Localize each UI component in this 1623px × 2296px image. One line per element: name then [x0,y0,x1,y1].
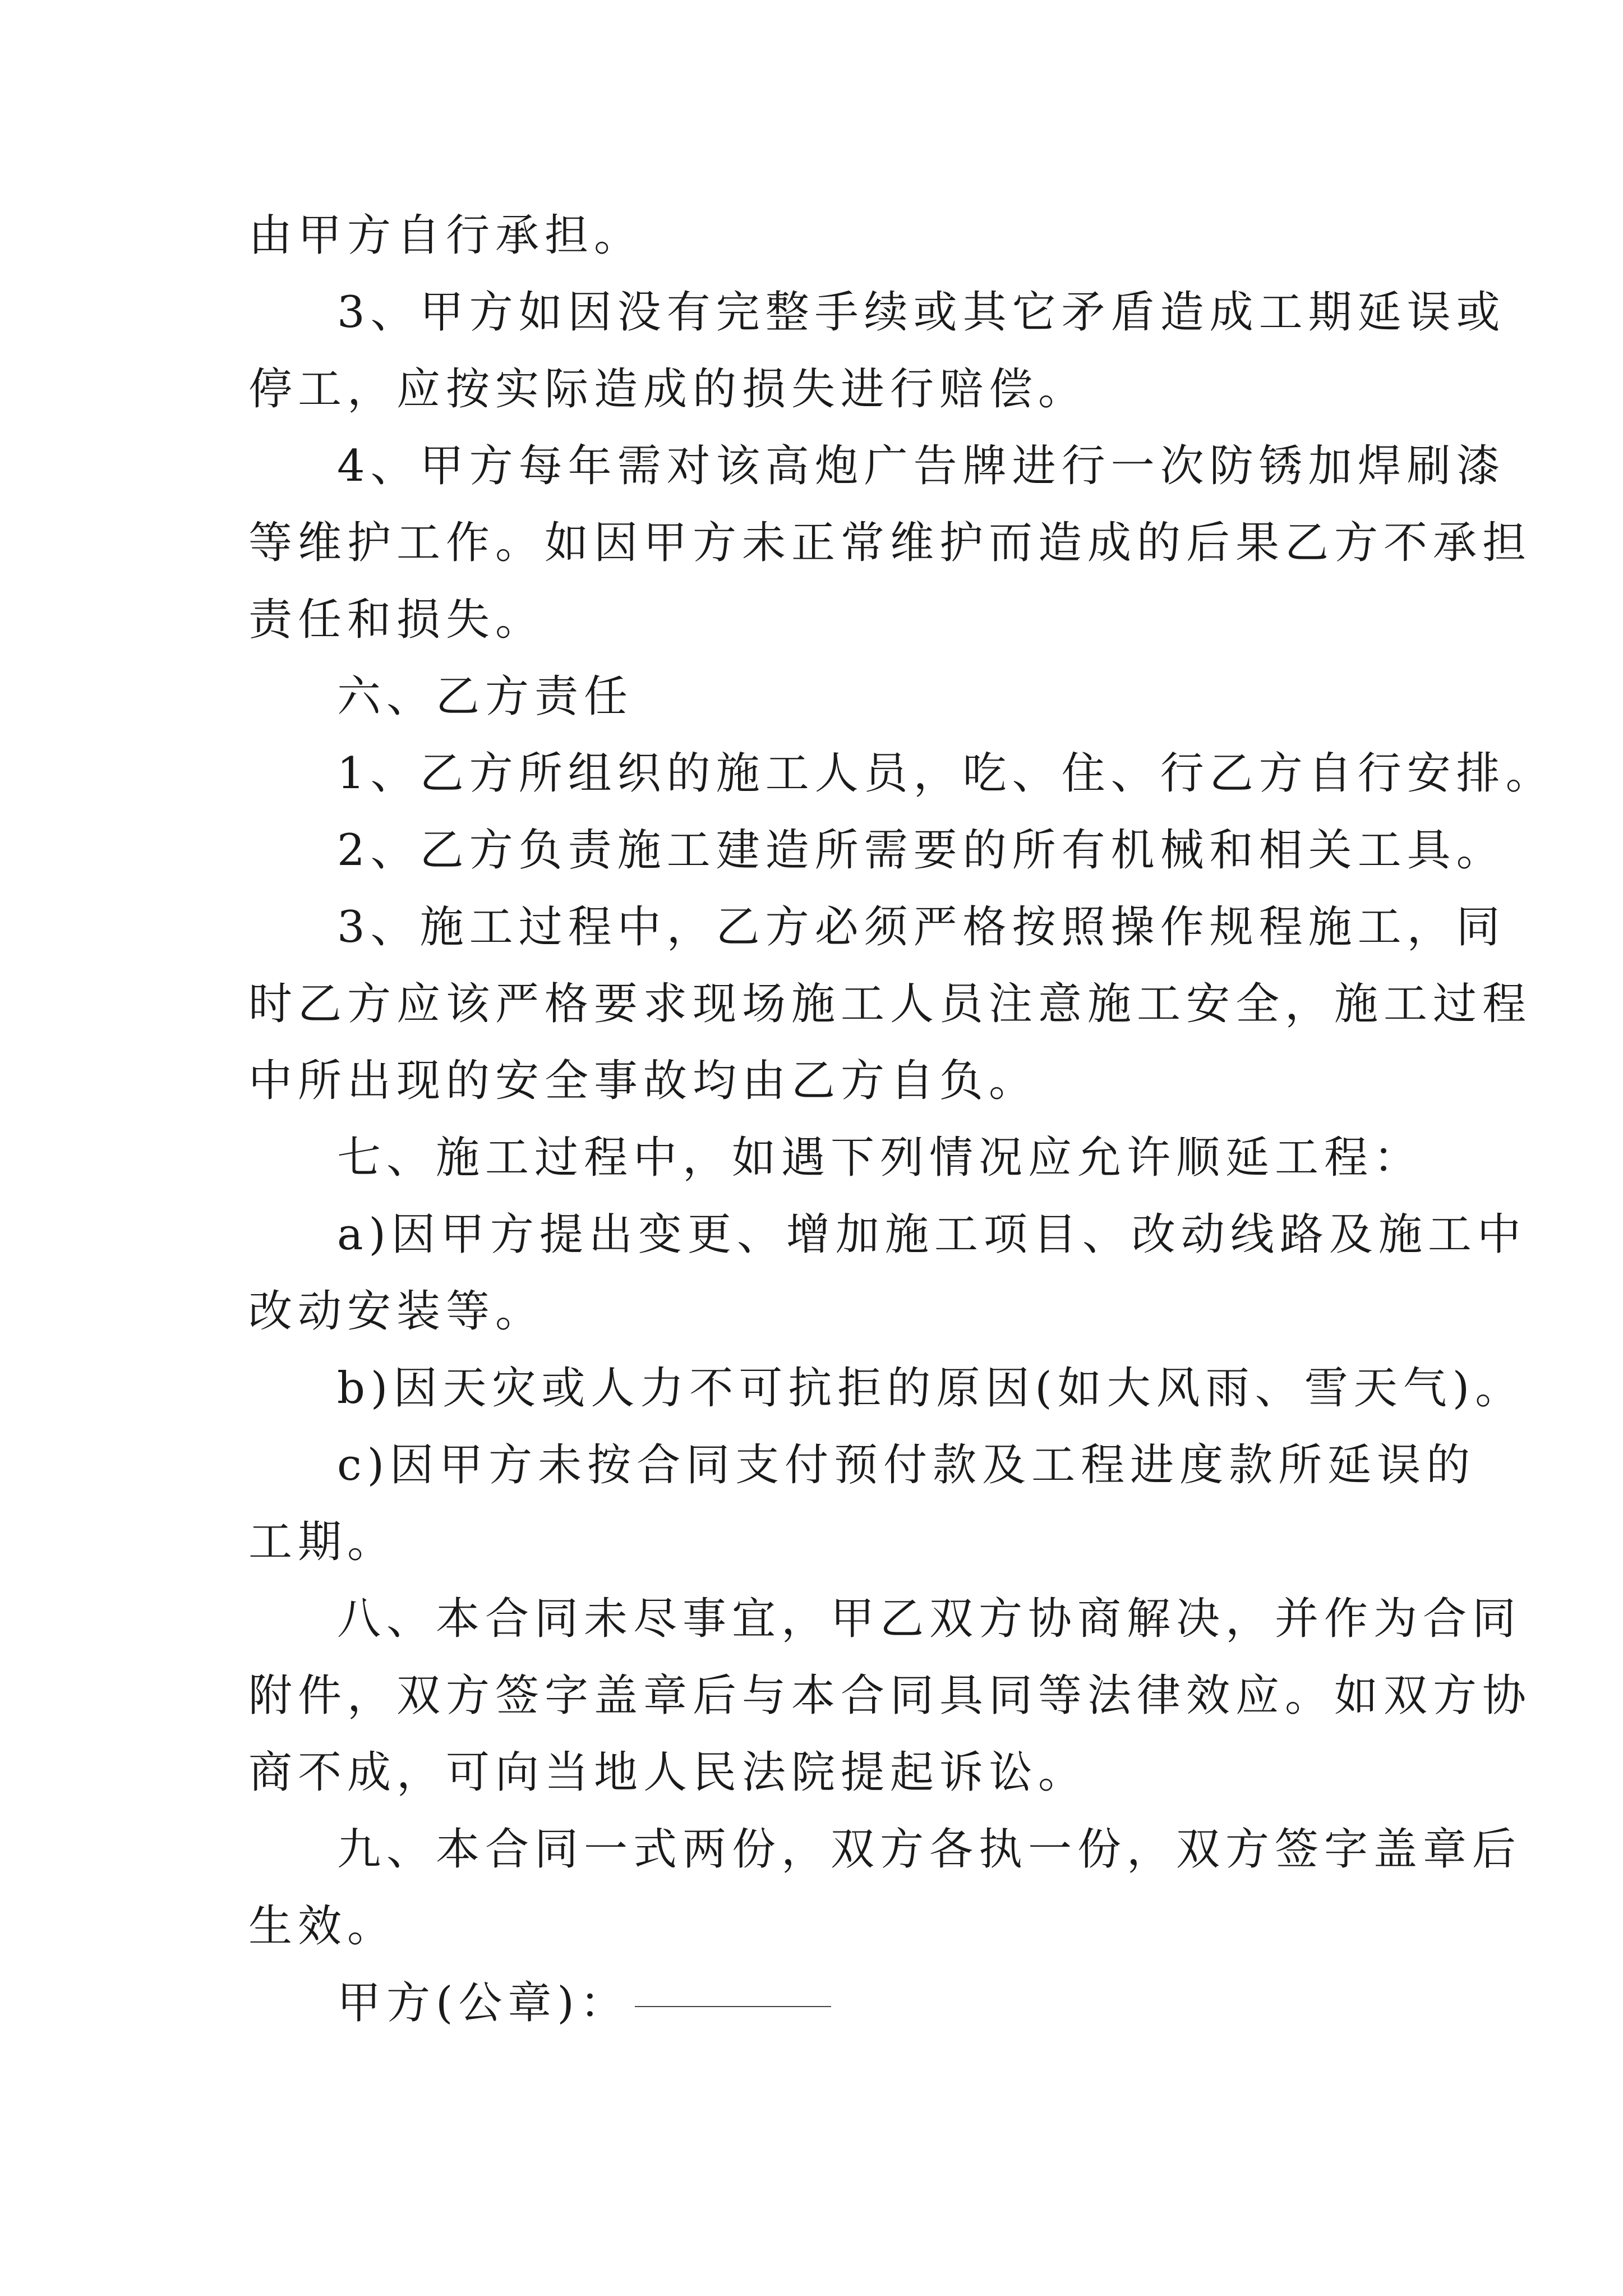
section-heading: 七、施工过程中，如遇下列情况应允许顺延工程： [337,1133,1423,1183]
party-a-seal-label: 甲方(公章)： [337,1978,629,2028]
text-line: 生效。 [248,1901,397,1952]
text-line: 停工，应按实际造成的损失进行赔偿。 [248,364,1088,415]
text-line: 商不成，可向当地人民法院提起诉讼。 [248,1747,1088,1798]
text-line: 1、乙方所组织的施工人员，吃、住、行乙方自行安排。 [337,748,1555,799]
section-heading: 九、本合同一式两份，双方各执一份，双方签字盖章后 [337,1824,1522,1875]
text-line: 由甲方自行承担。 [248,210,644,261]
text-line: 中所出现的安全事故均由乙方自负。 [248,1056,1039,1106]
text-line: 3、施工过程中，乙方必须严格按照操作规程施工，同 [337,902,1506,953]
signature-row [248,1965,1393,2042]
text-line: 等维护工作。如因甲方未正常维护而造成的后果乙方不承担 [248,518,1532,568]
text-line: 附件，双方签字盖章后与本合同具同等法律效应。如双方协 [248,1671,1532,1721]
text-line: 改动安装等。 [248,1286,545,1337]
text-line: 时乙方应该严格要求现场施工人员注意施工安全，施工过程 [248,979,1532,1029]
section-heading: 八、本合同未尽事宜，甲乙双方协商解决，并作为合同 [337,1594,1522,1644]
text-line: a)因甲方提出变更、增加施工项目、改动线路及施工中 [337,1209,1527,1260]
document-body [248,197,1555,2042]
text-line: 4、甲方每年需对该高炮广告牌进行一次防锈加焊刷漆 [337,441,1506,491]
text-line: 3、甲方如因没有完整手续或其它矛盾造成工期延误或 [337,287,1506,338]
text-line: 责任和损失。 [248,595,545,645]
text-line: b)因天灾或人力不可抗拒的原因(如大风雨、雪天气)。 [337,1363,1525,1414]
text-line: c)因甲方未按合同支付预付款及工程进度款所延误的 [337,1440,1476,1490]
text-line: 工期。 [248,1517,397,1567]
text-line: 2、乙方负责施工建造所需要的所有机械和相关工具。 [337,825,1506,876]
section-heading: 六、乙方责任 [337,671,634,722]
signature-blank [635,2006,831,2007]
